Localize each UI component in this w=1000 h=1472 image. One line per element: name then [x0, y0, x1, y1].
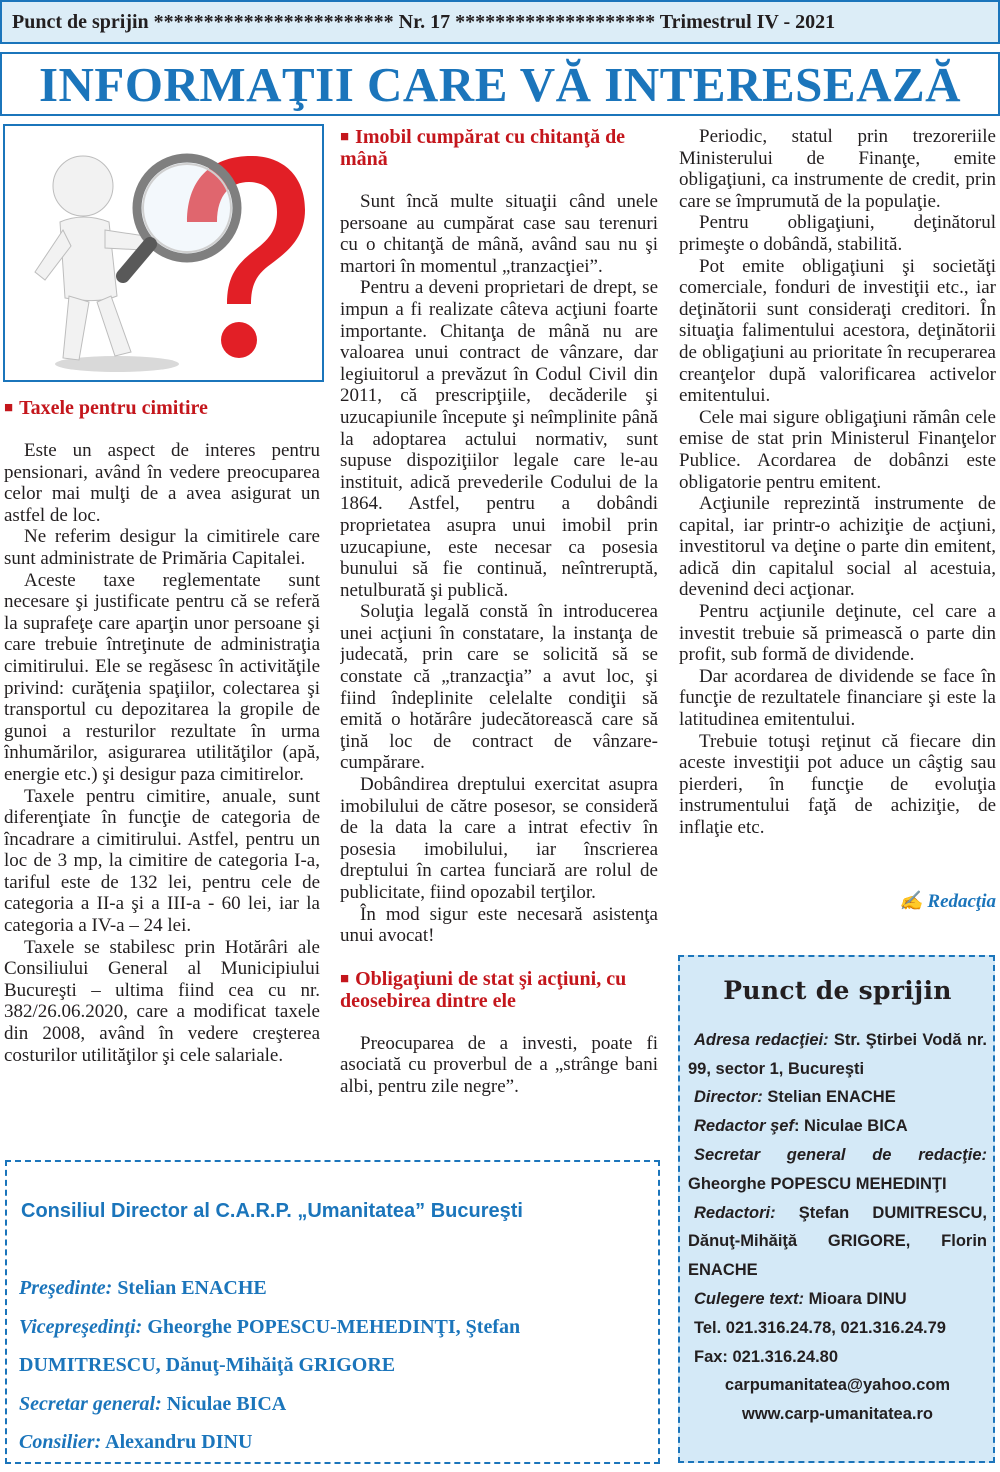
pen-icon: ✍ [898, 891, 923, 912]
square-bullet-icon: ■ [4, 400, 14, 416]
article-heading: ■ Obligaţiuni de stat şi acţiuni, cu deosebirea dintre ele [340, 967, 627, 1012]
masthead-editors: Redactori: Ştefan DUMITRESCU, Dănuţ-Mihăiţă GRIGORE, Florin ENACHE [688, 1203, 987, 1280]
masthead-website: www.carp-umanitatea.ro [741, 1405, 933, 1424]
council-secretary: Secretar general: Niculae BICA [19, 1392, 287, 1415]
masthead-typesetting: Culegere text: Mioara DINU [694, 1289, 907, 1308]
council-box [5, 1160, 660, 1464]
council-advisor: Consilier: Alexandru DINU [19, 1431, 253, 1453]
article-heading: ■ Taxele pentru cimitire [4, 397, 208, 419]
page-title-bar [0, 52, 1000, 116]
paragraph: Este un aspect de interes pentru pensionari, având în vedere preocuparea celor mai mulţi de a avea asigurat un astfel de loc. [4, 440, 320, 526]
paragraph: Pentru a deveni proprietari de drept, se impun a fi realizate câteva acţiuni foarte importante. Chitanţa de mână nu are valoarea unui contract de vânzare, dar legiuitorul a prevăzut în Codul Civil din 2011, că prescripţiile, decăderile şi uzucapiunile începute şi neîmplinite până la adoptarea actului normativ, sunt supuse dispoziţiilor legale care le-au instituit, adică prevederile Codului de la 1864. Astfel, pentru a dobândi proprietatea asupra unui imobil prin uzucapiune, este necesar ca posesia bunului să fie continuă, neîntreruptă, netulburată şi publică. [340, 277, 658, 601]
paragraph: Taxele pentru cimitire, anuale, sunt diferenţiate în funcţie de categoria de încadrare a cimitirului. Astfel, pentru un loc de 3 mp, la cimitire de categoria I-a, tariful este de 132 lei, pentru cele de categoria a II-a şi a III-a - 60 lei, iar la categoria a IV-a – 24 lei. [4, 785, 320, 937]
article-imobil [340, 126, 658, 1150]
page-title: INFORMAŢII CARE VĂ INTERESEAZĂ [38, 56, 962, 112]
masthead-email: carpumanitatea@yahoo.com [724, 1376, 951, 1395]
article-heading: ■ Imobil cumpărat cu chitanţă de mână [340, 126, 626, 170]
paragraph: În mod sigur este necesară asistenţa unui avocat! [340, 903, 658, 947]
issue-header [0, 0, 1000, 44]
paragraph: Preocuparea de a investi, poate fi asociată cu proverbul de a „strânge bani albi, pentru zile negre”. [340, 1032, 658, 1097]
square-bullet-icon: ■ [340, 129, 350, 145]
paragraph: Pentru obligaţiuni, deţinătorul primeşte o dobândă, stabilită. [679, 212, 996, 255]
paragraph: Sunt încă multe situaţii când unele persoane au cumpărat case sau terenuri cu o chitanţă de mână, având sau nu şi martori în momentul „tranzacţiei”. [340, 191, 658, 277]
paragraph: Taxele se stabilesc prin Hotărâri ale Consiliului General al Municipiului Bucureşti – ultima fiind cea cu nr. 382/26.06.2020, care a modificat taxele din 2008, având în vedere creşterea costurilor utilităţilor şi cele salariale. [4, 936, 320, 1066]
masthead-fax: Fax: 021.316.24.80 [694, 1347, 839, 1366]
masthead-editor-in-chief: Redactor şef: Niculae BICA [694, 1117, 908, 1136]
paragraph: Pentru acţiunile deţinute, cel care a investit trebuie să primească o parte din profit, sub formă de dividende. [679, 601, 996, 666]
paragraph: Dobândirea dreptului exercitat asupra imobilului de către posesor, se consideră de la data la care a intrat efectiv în posesia imobilului, iar înscrierea dreptului în cartea funciară are rolul de publicitate, fiind opozabil terţilor. [340, 774, 658, 903]
square-bullet-icon: ■ [340, 970, 350, 987]
question-magnifier-icon [5, 126, 322, 380]
paragraph: Soluţia legală constă în introducerea unei acţiuni în constatare, la instanţa de judecată, prin care se solicită să se constate că „tranzacţia” a avut loc, şi fiind îndeplinite celelalte condiţii să emită o hotărâre judecătorească care să ţină loc de contract de vânzare-cumpărare. [340, 601, 658, 774]
paragraph: Periodic, statul prin trezoreriile Ministerului de Finanţe, emite obligaţiuni, ca instrumente de credit, prin care se împrumută de la populaţie. [679, 126, 996, 212]
article-cimitire [4, 397, 320, 1159]
council-title: Consiliul Director al C.A.R.P. „Umanitatea” Bucureşti [21, 1200, 523, 1222]
council-vicepresidents-cont: DUMITRESCU, Dănuţ-Mihăiţă GRIGORE [19, 1354, 396, 1376]
masthead-box [678, 955, 995, 1463]
paragraph: Ne referim desigur la cimitirele care sunt administrate de Primăria Capitalei. [4, 526, 320, 569]
paragraph: Aceste taxe reglementate sunt necesare şi justificate pentru că se referă la suprafeţe care aparţin unor persoane şi care trebuie întreţinute de administraţia cimitirului. Ele se regăsesc în activităţile privind: curăţenia spaţiilor, colectarea şi transportul cu depozitarea la gropile de gunoi a resturilor rezultate în urma înhumărilor, asigurarea utilităţilor (apă, energie etc.) şi desigur paza cimitirelor. [4, 569, 320, 785]
paragraph: Acţiunile reprezintă instrumente de capital, iar printr-o achiziţie de acţiuni, investitorul va deţine o parte din emitent, adică din capitalul social al acestuia, devenind deci acţionar. [679, 493, 996, 601]
council-vicepresidents: Vicepreşedinţi: Gheorghe POPESCU-MEHEDINŢI, Ştefan [19, 1315, 521, 1338]
article-obligatiuni-continued [679, 126, 996, 886]
masthead-title: Punct de sprijin [723, 976, 952, 1005]
masthead-secretary: Secretar general de redacţie: Gheorghe POPESCU MEHEDINŢI [688, 1145, 987, 1193]
council-president: Preşedinte: Stelian ENACHE [19, 1277, 267, 1299]
issue-header-text: Punct de sprijin ************************ Nr. 17 ******************** Trimestrul IV - 2021 [12, 10, 836, 33]
paragraph: Cele mai sigure obligaţiuni rămân cele emise de stat prin Ministerul Finanţelor Publice. Acordarea de dobânzi este obligatorie pentru emitent. [679, 406, 996, 493]
paragraph: Pot emite obligaţiuni şi societăţi comerciale, fonduri de investiţii etc., iar deţinătorii sunt consideraţi creditori. În situaţia falimentului acestora, deţinătorii de obligaţiuni au prioritate în recuperarea creanţelor după valorificarea activelor emitentului. [679, 255, 996, 407]
masthead-address: Adresa redacţiei: Str. Ştirbei Vodă nr. 99, sector 1, Bucureşti [688, 1030, 987, 1078]
figure-icon [35, 156, 145, 360]
paragraph: Dar acordarea de dividende se face în funcţie de rezultatele financiare şi este la latitudinea emitentului. [679, 665, 996, 731]
paragraph: Trebuie totuşi reţinut că fiecare din aceste investiţii pot aduce un câştig sau pierderi, în funcţie de evoluţia instrumentului faţă de achiziţie, de inflaţie etc. [679, 730, 996, 838]
article-signature: ✍ Redacţia [898, 891, 996, 912]
masthead-phone: Tel. 021.316.24.78, 021.316.24.79 [694, 1318, 946, 1337]
magnifier-icon [123, 158, 237, 276]
question-magnifier-illustration [3, 124, 324, 382]
masthead-director: Director: Stelian ENACHE [694, 1088, 896, 1107]
